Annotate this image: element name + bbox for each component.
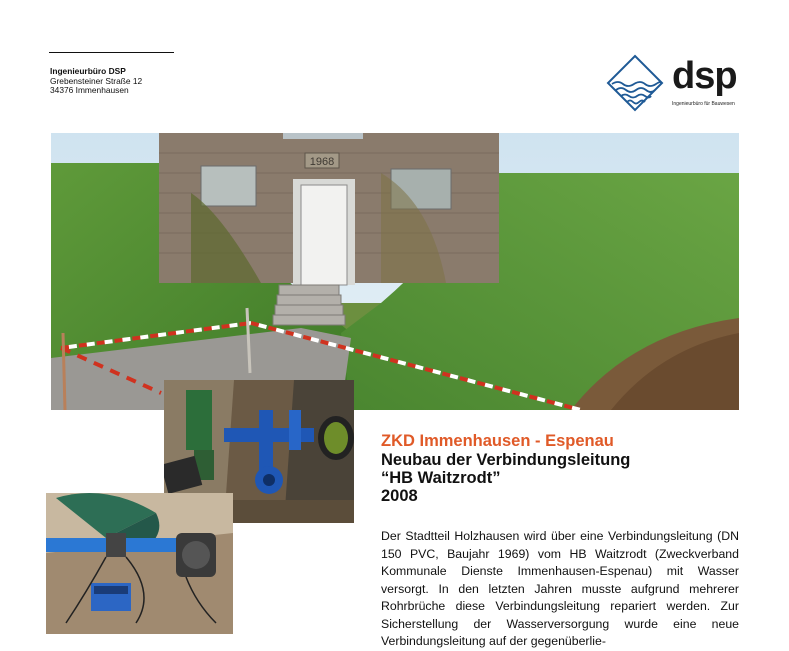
project-title-line1: Neubau der Verbindungsleitung	[381, 451, 631, 469]
date-plate: 1968	[309, 156, 335, 168]
project-year: 2008	[381, 487, 418, 505]
project-description: Der Stadtteil Holzhausen wird über eine Verbindungsleitung (DN 150 PVC, Baujahr 1969) vom HB Waitzrodt (Zweckverband Kommunale Dienste Immenhausen-Espenau) mit Wasser versorgt. In den letzten Jahren musste aufgrund mehrerer Rohrbrüche diese Verbindungsleitung repariert werden. Zur Sicherstellung der Wasserversorgung wurde eine neue Verbindungsleitung auf der gegenüberlie-	[381, 529, 739, 648]
logo-subtitle: Ingenieurbüro für Bauwesen	[672, 101, 735, 107]
pipe-welding-photo	[46, 493, 233, 634]
project-heading	[381, 432, 741, 505]
project-title-line2: “HB Waitzrodt”	[381, 469, 501, 487]
company-name: Ingenieurbüro DSP	[50, 66, 126, 76]
street-address: Grebensteiner Straße 12	[50, 75, 143, 86]
dsp-logo	[606, 52, 746, 112]
project-client: ZKD Immenhausen - Espenau	[381, 432, 614, 450]
letterhead-address	[50, 67, 142, 96]
water-diamond-icon	[606, 54, 664, 112]
city-address: 34376 Immenhausen	[50, 85, 129, 96]
header-rule	[49, 52, 174, 53]
waterworks-building-photo	[51, 133, 739, 410]
logo-wordmark: dsp	[672, 55, 737, 97]
